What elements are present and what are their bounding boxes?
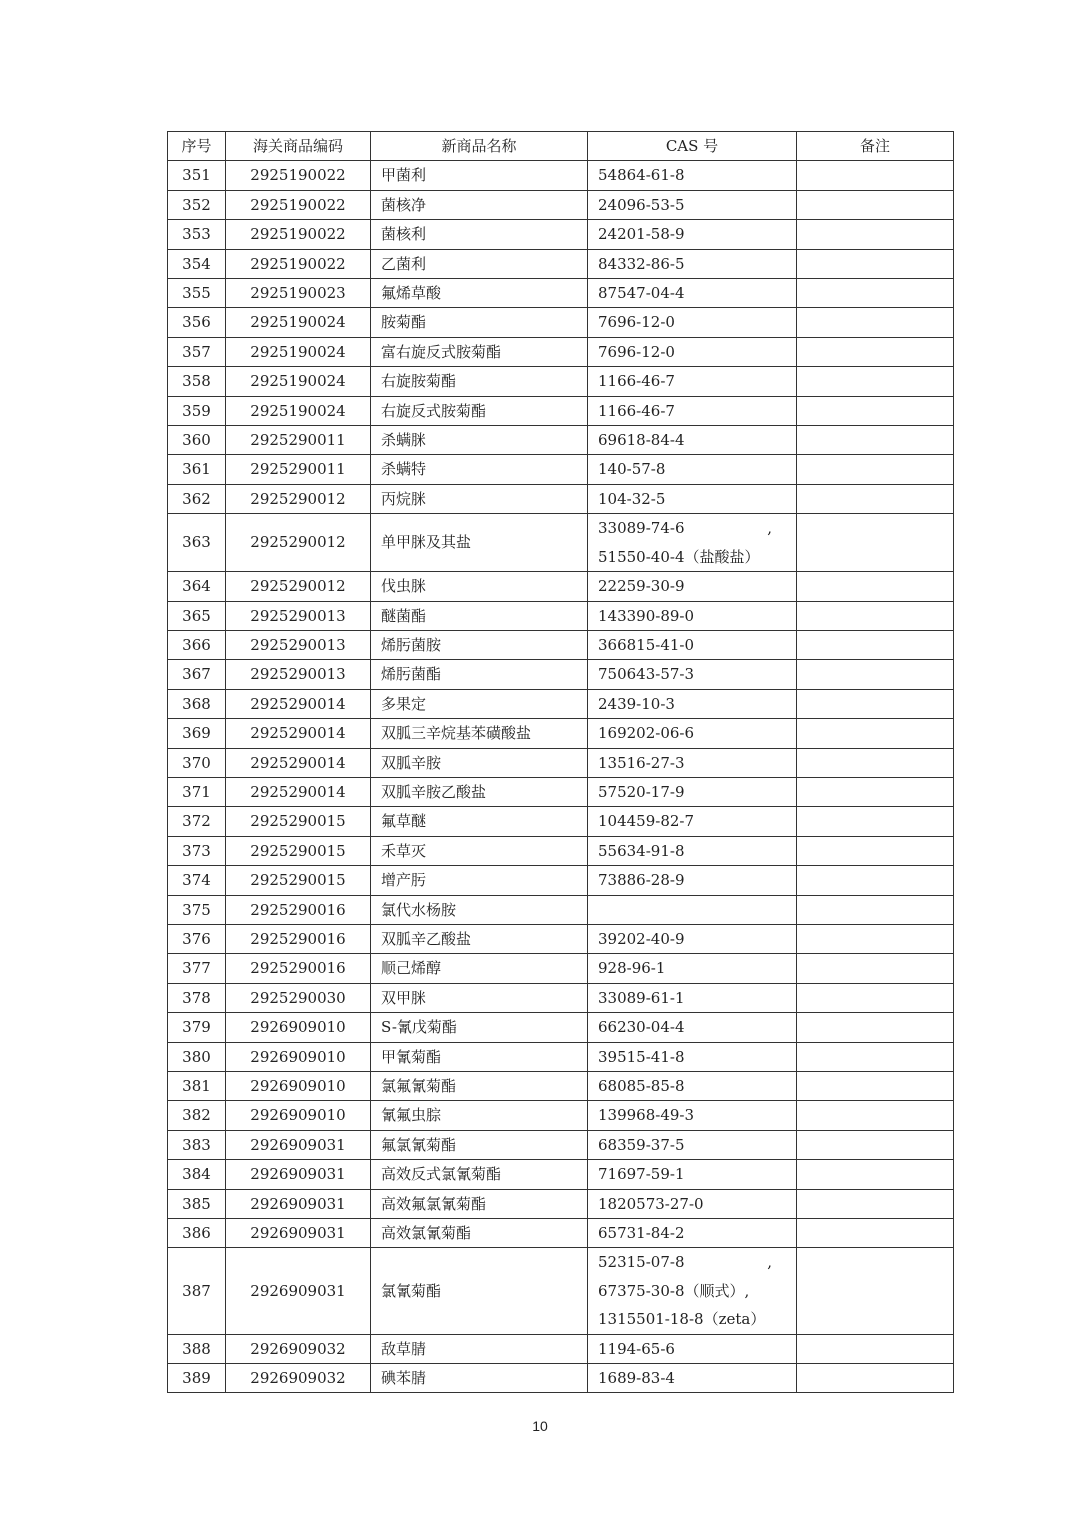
- row-product-name: 高效氟氯氰菊酯: [371, 1189, 588, 1218]
- row-remarks: [797, 1248, 954, 1334]
- row-serial: 386: [168, 1219, 226, 1248]
- cas-line: 33089-74-6 ,: [598, 519, 772, 538]
- row-cas: [588, 308, 797, 337]
- row-product-name: 右旋反式胺菊酯: [371, 396, 588, 425]
- row-serial: 359: [168, 396, 226, 425]
- row-cas: [588, 1334, 797, 1363]
- cas-line: 750643-57-3: [598, 665, 695, 684]
- row-remarks: [797, 924, 954, 953]
- row-cas: [588, 1072, 797, 1101]
- table-row: [168, 601, 954, 630]
- cas-line: 366815-41-0: [598, 635, 695, 654]
- table-row: [168, 220, 954, 249]
- row-cas: [588, 719, 797, 748]
- row-cas: [588, 367, 797, 396]
- row-customs-code: 2926909032: [226, 1364, 371, 1393]
- row-serial: 385: [168, 1189, 226, 1218]
- row-remarks: [797, 161, 954, 190]
- row-product-name: 禾草灭: [371, 836, 588, 865]
- row-product-name: 醚菌酯: [371, 601, 588, 630]
- row-cas: [588, 337, 797, 366]
- row-serial: 372: [168, 807, 226, 836]
- table-row: [168, 1042, 954, 1071]
- row-customs-code: 2925290012: [226, 514, 371, 572]
- table-row: [168, 161, 954, 190]
- cas-line: 52315-07-8 ,: [598, 1253, 772, 1272]
- row-cas: [588, 630, 797, 659]
- row-remarks: [797, 983, 954, 1012]
- row-remarks: [797, 572, 954, 601]
- row-customs-code: 2925290016: [226, 954, 371, 983]
- row-product-name: 杀螨脒: [371, 426, 588, 455]
- cas-line: 1689-83-4: [598, 1369, 675, 1388]
- row-cas: [588, 455, 797, 484]
- row-product-name: 多果定: [371, 689, 588, 718]
- cas-line: 13516-27-3: [598, 753, 685, 772]
- cas-line: 33089-61-1: [598, 988, 685, 1007]
- row-remarks: [797, 601, 954, 630]
- row-product-name: 胺菊酯: [371, 308, 588, 337]
- row-product-name: 敌草腈: [371, 1334, 588, 1363]
- row-cas: [588, 689, 797, 718]
- cas-line: 39202-40-9: [598, 929, 685, 948]
- row-remarks: [797, 190, 954, 219]
- cas-line: 84332-86-5: [598, 254, 685, 273]
- row-serial: 360: [168, 426, 226, 455]
- cas-line: 24201-58-9: [598, 225, 685, 244]
- cas-line: 68085-85-8: [598, 1077, 685, 1095]
- row-cas: [588, 1364, 797, 1393]
- row-customs-code: 2925290015: [226, 807, 371, 836]
- row-customs-code: 2926909010: [226, 1042, 371, 1071]
- row-remarks: [797, 660, 954, 689]
- row-remarks: [797, 1334, 954, 1363]
- row-customs-code: 2926909010: [226, 1013, 371, 1042]
- header-product-name: 新商品名称: [371, 132, 588, 161]
- row-serial: 381: [168, 1072, 226, 1101]
- row-customs-code: 2925190022: [226, 249, 371, 278]
- row-remarks: [797, 308, 954, 337]
- table-row: [168, 1248, 954, 1334]
- row-remarks: [797, 484, 954, 513]
- row-serial: 355: [168, 279, 226, 308]
- row-cas: [588, 161, 797, 190]
- row-serial: 356: [168, 308, 226, 337]
- row-product-name: 菌核利: [371, 220, 588, 249]
- row-product-name: 双胍辛胺乙酸盐: [371, 777, 588, 806]
- row-product-name: 氯氟氰菊酯: [371, 1072, 588, 1101]
- row-product-name: 单甲脒及其盐: [371, 514, 588, 572]
- table-row: [168, 455, 954, 484]
- cas-line: 143390-89-0: [598, 606, 695, 625]
- cas-line: 65731-84-2: [598, 1224, 685, 1243]
- row-customs-code: 2925290011: [226, 426, 371, 455]
- row-customs-code: 2925290014: [226, 719, 371, 748]
- cas-line: 1166-46-7: [598, 372, 675, 391]
- table-row: [168, 337, 954, 366]
- row-remarks: [797, 337, 954, 366]
- row-product-name: S-氰戊菊酯: [371, 1013, 588, 1042]
- cas-line: 87547-04-4: [598, 284, 685, 303]
- row-customs-code: 2925290011: [226, 455, 371, 484]
- table-row: [168, 866, 954, 895]
- row-product-name: 伐虫脒: [371, 572, 588, 601]
- table-row: [168, 748, 954, 777]
- table-row: [168, 719, 954, 748]
- row-customs-code: 2926909031: [226, 1219, 371, 1248]
- row-customs-code: 2925190024: [226, 367, 371, 396]
- table-row: [168, 1189, 954, 1218]
- row-customs-code: 2926909010: [226, 1072, 371, 1101]
- table-row: [168, 895, 954, 924]
- row-remarks: [797, 1101, 954, 1130]
- row-remarks: [797, 807, 954, 836]
- row-cas: [588, 924, 797, 953]
- row-remarks: [797, 1160, 954, 1189]
- row-serial: 368: [168, 689, 226, 718]
- table-row: [168, 1364, 954, 1393]
- row-product-name: 增产肟: [371, 866, 588, 895]
- row-serial: 363: [168, 514, 226, 572]
- row-product-name: 氟氯氰菊酯: [371, 1130, 588, 1159]
- table-row: [168, 279, 954, 308]
- row-product-name: 乙菌利: [371, 249, 588, 278]
- row-serial: 357: [168, 337, 226, 366]
- row-cas: [588, 572, 797, 601]
- row-customs-code: 2925290015: [226, 836, 371, 865]
- table-row: [168, 1130, 954, 1159]
- row-remarks: [797, 455, 954, 484]
- row-customs-code: 2926909031: [226, 1130, 371, 1159]
- row-cas: [588, 895, 797, 924]
- cas-line: 7696-12-0: [598, 313, 675, 332]
- row-customs-code: 2925290030: [226, 983, 371, 1012]
- table-body: [168, 161, 954, 1393]
- table-row: [168, 807, 954, 836]
- row-product-name: 甲菌利: [371, 161, 588, 190]
- row-cas: [588, 249, 797, 278]
- row-customs-code: 2925290015: [226, 866, 371, 895]
- row-cas: [588, 983, 797, 1012]
- table-row: [168, 514, 954, 572]
- cas-line: 22259-30-9: [598, 577, 685, 596]
- row-serial: 367: [168, 660, 226, 689]
- row-remarks: [797, 1072, 954, 1101]
- cas-line: 68359-37-5: [598, 1135, 685, 1154]
- row-product-name: 碘苯腈: [371, 1364, 588, 1393]
- table-row: [168, 1160, 954, 1189]
- row-customs-code: 2925190022: [226, 190, 371, 219]
- row-product-name: 双甲脒: [371, 983, 588, 1012]
- table-row: [168, 924, 954, 953]
- row-serial: 353: [168, 220, 226, 249]
- row-customs-code: 2926909010: [226, 1101, 371, 1130]
- row-cas: [588, 190, 797, 219]
- row-product-name: 双胍辛乙酸盐: [371, 924, 588, 953]
- row-serial: 375: [168, 895, 226, 924]
- table-row: [168, 1219, 954, 1248]
- row-cas: [588, 279, 797, 308]
- cas-line: 1194-65-6: [598, 1339, 675, 1358]
- row-customs-code: 2925290013: [226, 630, 371, 659]
- row-product-name: 烯肟菌胺: [371, 630, 588, 659]
- cas-line: 66230-04-4: [598, 1018, 685, 1037]
- table-row: [168, 426, 954, 455]
- row-remarks: [797, 866, 954, 895]
- row-serial: 362: [168, 484, 226, 513]
- row-serial: 387: [168, 1248, 226, 1334]
- table-row: [168, 836, 954, 865]
- row-customs-code: 2925190024: [226, 308, 371, 337]
- table-row: [168, 777, 954, 806]
- row-remarks: [797, 514, 954, 572]
- row-remarks: [797, 630, 954, 659]
- header-cas: CAS 号: [588, 132, 797, 161]
- row-serial: 354: [168, 249, 226, 278]
- row-remarks: [797, 1219, 954, 1248]
- row-remarks: [797, 719, 954, 748]
- table-row: [168, 1334, 954, 1363]
- row-cas: [588, 954, 797, 983]
- row-remarks: [797, 1013, 954, 1042]
- row-serial: 352: [168, 190, 226, 219]
- row-product-name: 烯肟菌酯: [371, 660, 588, 689]
- header-serial: 序号: [168, 132, 226, 161]
- header-remarks: 备注: [797, 132, 954, 161]
- row-remarks: [797, 249, 954, 278]
- row-cas: [588, 1219, 797, 1248]
- row-customs-code: 2925190024: [226, 337, 371, 366]
- row-customs-code: 2925190023: [226, 279, 371, 308]
- row-product-name: 氰氟虫腙: [371, 1101, 588, 1130]
- row-serial: 364: [168, 572, 226, 601]
- cas-line: 55634-91-8: [598, 841, 685, 860]
- row-product-name: 高效氯氰菊酯: [371, 1219, 588, 1248]
- cas-line: 69618-84-4: [598, 431, 685, 450]
- row-remarks: [797, 426, 954, 455]
- row-customs-code: 2926909032: [226, 1334, 371, 1363]
- cas-line: 104-32-5: [598, 489, 666, 508]
- row-customs-code: 2925290014: [226, 748, 371, 777]
- row-customs-code: 2925290016: [226, 895, 371, 924]
- row-remarks: [797, 1042, 954, 1071]
- row-cas: [588, 1160, 797, 1189]
- row-customs-code: 2925290013: [226, 660, 371, 689]
- table-row: [168, 630, 954, 659]
- cas-line: 140-57-8: [598, 460, 666, 479]
- row-serial: 389: [168, 1364, 226, 1393]
- cas-line: 39515-41-8: [598, 1047, 685, 1066]
- cas-line: 104459-82-7: [598, 812, 695, 831]
- cas-line: 24096-53-5: [598, 195, 685, 214]
- row-remarks: [797, 396, 954, 425]
- row-customs-code: 2926909031: [226, 1160, 371, 1189]
- row-customs-code: 2926909031: [226, 1189, 371, 1218]
- row-customs-code: 2925290014: [226, 777, 371, 806]
- table-row: [168, 660, 954, 689]
- row-product-name: 氯代水杨胺: [371, 895, 588, 924]
- row-serial: 365: [168, 601, 226, 630]
- page-number: 10: [532, 1418, 548, 1434]
- row-serial: 366: [168, 630, 226, 659]
- cas-line: 51550-40-4（盐酸盐）: [598, 547, 760, 566]
- row-serial: 384: [168, 1160, 226, 1189]
- row-product-name: 高效反式氯氰菊酯: [371, 1160, 588, 1189]
- row-cas: [588, 836, 797, 865]
- row-product-name: 双胍三辛烷基苯磺酸盐: [371, 719, 588, 748]
- row-cas: [588, 426, 797, 455]
- row-serial: 376: [168, 924, 226, 953]
- table-row: [168, 954, 954, 983]
- cas-line: 57520-17-9: [598, 782, 685, 801]
- row-cas: [588, 660, 797, 689]
- row-serial: 388: [168, 1334, 226, 1363]
- row-cas: [588, 220, 797, 249]
- row-product-name: 富右旋反式胺菊酯: [371, 337, 588, 366]
- row-cas: [588, 1101, 797, 1130]
- row-remarks: [797, 279, 954, 308]
- row-cas: [588, 514, 797, 572]
- row-customs-code: 2925190022: [226, 161, 371, 190]
- row-cas: [588, 1189, 797, 1218]
- row-serial: 379: [168, 1013, 226, 1042]
- row-remarks: [797, 836, 954, 865]
- row-cas: [588, 396, 797, 425]
- row-remarks: [797, 367, 954, 396]
- row-product-name: 双胍辛胺: [371, 748, 588, 777]
- row-product-name: 菌核净: [371, 190, 588, 219]
- row-remarks: [797, 748, 954, 777]
- row-serial: 383: [168, 1130, 226, 1159]
- row-product-name: 右旋胺菊酯: [371, 367, 588, 396]
- table-row: [168, 1013, 954, 1042]
- row-remarks: [797, 895, 954, 924]
- row-customs-code: 2925190024: [226, 396, 371, 425]
- cas-line: 1166-46-7: [598, 401, 675, 420]
- row-serial: 369: [168, 719, 226, 748]
- row-cas: [588, 1042, 797, 1071]
- cas-line: 73886-28-9: [598, 871, 685, 890]
- row-remarks: [797, 954, 954, 983]
- row-product-name: 氟草醚: [371, 807, 588, 836]
- table-row: [168, 689, 954, 718]
- row-product-name: 杀螨特: [371, 455, 588, 484]
- row-remarks: [797, 220, 954, 249]
- row-product-name: 氟烯草酸: [371, 279, 588, 308]
- row-remarks: [797, 1130, 954, 1159]
- data-table: [167, 131, 954, 1393]
- cas-line: 54864-61-8: [598, 166, 685, 185]
- table-row: [168, 572, 954, 601]
- row-cas: [588, 807, 797, 836]
- row-cas: [588, 1248, 797, 1334]
- table-row: [168, 1101, 954, 1130]
- row-customs-code: 2925190022: [226, 220, 371, 249]
- row-serial: 361: [168, 455, 226, 484]
- row-product-name: 甲氰菊酯: [371, 1042, 588, 1071]
- row-cas: [588, 601, 797, 630]
- row-customs-code: 2925290012: [226, 484, 371, 513]
- row-cas: [588, 484, 797, 513]
- table-row: [168, 1072, 954, 1101]
- row-serial: 377: [168, 954, 226, 983]
- row-customs-code: 2925290012: [226, 572, 371, 601]
- row-serial: 358: [168, 367, 226, 396]
- row-serial: 378: [168, 983, 226, 1012]
- cas-line: 7696-12-0: [598, 342, 675, 361]
- row-cas: [588, 1013, 797, 1042]
- row-customs-code: 2925290014: [226, 689, 371, 718]
- row-serial: 380: [168, 1042, 226, 1071]
- cas-line: 1315501-18-8（zeta）: [598, 1310, 766, 1329]
- row-serial: 371: [168, 777, 226, 806]
- row-customs-code: 2925290013: [226, 601, 371, 630]
- cas-line: 169202-06-6: [598, 724, 695, 743]
- row-serial: 370: [168, 748, 226, 777]
- row-serial: 351: [168, 161, 226, 190]
- table-row: [168, 190, 954, 219]
- row-cas: [588, 748, 797, 777]
- header-customs-code: 海关商品编码: [226, 132, 371, 161]
- table-row: [168, 367, 954, 396]
- table-row: [168, 308, 954, 337]
- cas-line: 1820573-27-0: [598, 1194, 704, 1213]
- row-remarks: [797, 689, 954, 718]
- row-cas: [588, 1130, 797, 1159]
- row-customs-code: 2926909031: [226, 1248, 371, 1334]
- row-remarks: [797, 777, 954, 806]
- row-serial: 382: [168, 1101, 226, 1130]
- row-serial: 373: [168, 836, 226, 865]
- cas-line: 71697-59-1: [598, 1165, 685, 1184]
- row-cas: [588, 866, 797, 895]
- row-remarks: [797, 1364, 954, 1393]
- row-serial: 374: [168, 866, 226, 895]
- table-row: [168, 484, 954, 513]
- row-customs-code: 2925290016: [226, 924, 371, 953]
- table-row: [168, 983, 954, 1012]
- cas-line: 67375-30-8（顺式）,: [598, 1281, 750, 1300]
- table-row: [168, 249, 954, 278]
- row-remarks: [797, 1189, 954, 1218]
- row-product-name: 顺己烯醇: [371, 954, 588, 983]
- table-header-row: [168, 132, 954, 161]
- cas-line: 139968-49-3: [598, 1106, 695, 1125]
- row-product-name: 丙烷脒: [371, 484, 588, 513]
- row-product-name: 氯氰菊酯: [371, 1248, 588, 1334]
- cas-line: 2439-10-3: [598, 694, 675, 713]
- table-row: [168, 396, 954, 425]
- row-cas: [588, 777, 797, 806]
- cas-line: 928-96-1: [598, 959, 666, 978]
